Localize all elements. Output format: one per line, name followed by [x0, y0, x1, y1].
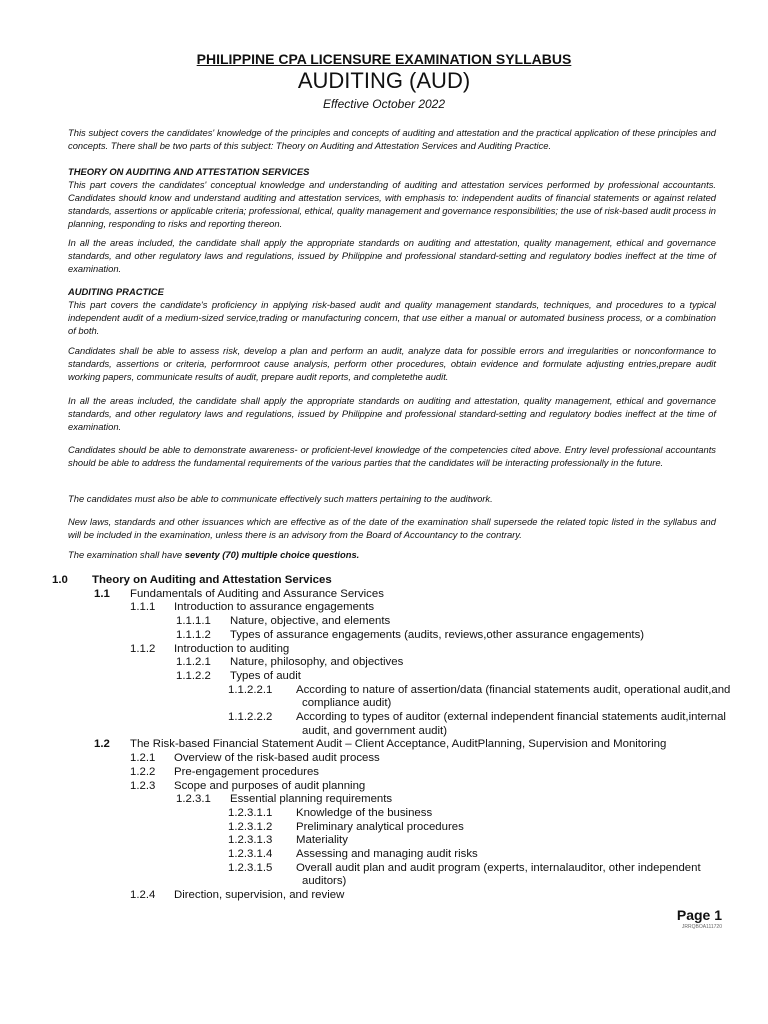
- outline-item-number: 1.2: [94, 738, 110, 751]
- practice-paragraph-5: The candidates must also be able to communicate effectively such matters pertaining to the auditwork.: [68, 493, 493, 504]
- practice-paragraph-6: New laws, standards and other issuances which are effective as of the date of the examination shall supersede the related topic listed in the syllabus and will be included in the examination, unless there is an advisory from the Board of Accountancy to the contrary.: [68, 516, 716, 540]
- document-code: JRRQBOA111720: [681, 924, 722, 930]
- practice-paragraph-2: Candidates shall be able to assess risk, develop a plan and perform an audit, analyze data for possible errors and irregularities or nonconformance to standards, assertions or criteria, performroot cause analysis, perform other procedures, obtain evidence and formulate adjusting entries,prepare audit working papers, communicate results of audit, prepare audit reports, and completethe audit.: [68, 345, 716, 382]
- outline-item-text: The Risk-based Financial Statement Audit – Client Acceptance, AuditPlanning, Supervision and Monitoring: [130, 738, 667, 751]
- practice-section: [68, 285, 716, 337]
- effective-date: Effective October 2022: [322, 97, 446, 111]
- outline-item-text: Materiality: [296, 834, 348, 847]
- outline-item-text: According to nature of assertion/data (financial statements audit, operational audit,and: [296, 683, 731, 696]
- outline-item-text: Nature, objective, and elements: [230, 615, 391, 628]
- outline-item-number: 1.1.1.1: [176, 615, 211, 628]
- outline-item-text: Introduction to assurance engagements: [174, 601, 375, 614]
- outline-item-number: 1.2.3.1.1: [228, 806, 273, 819]
- outline-item-number: 1.2.3.1.2: [228, 820, 273, 833]
- outline-item-text: Types of assurance engagements (audits, reviews,other assurance engagements): [230, 628, 645, 641]
- question-count: seventy (70) multiple choice questions.: [184, 549, 360, 560]
- outline-item-text: Scope and purposes of audit planning: [174, 779, 366, 792]
- outline-item-text: Overall audit plan and audit program (experts, internalauditor, other independent: [296, 861, 701, 874]
- outline-item-number: 1.1.1.2: [176, 628, 211, 641]
- practice-heading: AUDITING PRACTICE: [68, 286, 164, 297]
- outline-item-continuation: audit, and government audit): [302, 724, 448, 737]
- practice-paragraph-1: This part covers the candidate's proficiency in applying risk-based audit and quality management standards, techniques, and procedures to a typical independent audit of a medium-sized service,trading or manufacturing concern, that use either a manual or automated business process, or a combination of both.: [68, 299, 716, 336]
- outline-item-number: 1.1.2.2.1: [228, 683, 273, 696]
- practice-paragraph-6-block: [68, 515, 716, 541]
- outline-item-number: 1.1: [94, 587, 110, 600]
- outline-item-number: 1.2.2: [130, 765, 156, 778]
- outline-item-continuation: auditors): [302, 875, 347, 888]
- outline-item-text: Theory on Auditing and Attestation Services: [92, 574, 332, 586]
- outline-item-text: Assessing and managing audit risks: [296, 848, 478, 860]
- theory-paragraph-1: This part covers the candidates' conceptual knowledge and understanding of auditing and attestation services performed by professional accountants. Candidates should know and understand auditing and attestation services, with emphasis to: independent audits of financial statements or against related standards, assertions or applicable criteria; professional, ethical, quality management and governance responsibilities; the use of risk-based audit process in planning, responding to risks and reporting thereon.: [68, 179, 716, 229]
- outline-item-text: Types of audit: [230, 669, 301, 682]
- practice-paragraph-4: Candidates should be able to demonstrate awareness- or proficient-level knowledge of the competencies cited above. Entry level professional accountants should be able to address the fundamental requirements of the various parties that the candidates will be interacting professionally in the future.: [68, 444, 716, 468]
- outline-item-text: Knowledge of the business: [296, 806, 433, 819]
- theory-section: [68, 165, 716, 230]
- practice-paragraph-3-block: [68, 394, 716, 433]
- practice-paragraph-5-block: [68, 492, 716, 505]
- outline-item-text: Direction, supervision, and review: [174, 889, 345, 902]
- theory-heading: THEORY ON AUDITING AND ATTESTATION SERVICES: [68, 166, 310, 177]
- practice-paragraph-4-block: [68, 443, 716, 469]
- outline-item-number: 1.2.3.1.4: [228, 848, 273, 860]
- outline-item-text: Introduction to auditing: [174, 642, 290, 655]
- outline-item-number: 1.2.4: [130, 889, 156, 902]
- outline-item-number: 1.2.3.1.3: [228, 834, 273, 847]
- outline-item-number: 1.2.1: [130, 752, 156, 765]
- outline-item-text: Fundamentals of Auditing and Assurance Services: [130, 587, 384, 600]
- outline-item-number: 1.2.3.1.5: [228, 861, 273, 874]
- theory-paragraph-2-block: [68, 236, 716, 275]
- subject-title: AUDITING (AUD): [297, 68, 471, 93]
- outline-item-text: Essential planning requirements: [230, 793, 393, 806]
- document-title: PHILIPPINE CPA LICENSURE EXAMINATION SYLLABUS: [196, 51, 572, 67]
- practice-paragraph-3: In all the areas included, the candidate shall apply the appropriate standards on auditing and attestation, quality management, ethical and governance standards, and other regulatory laws and regulations, issued by Philippine and professional standard-setting and regulatory bodies ineffect at the time of examination.: [68, 395, 716, 432]
- outline-item-text: Overview of the risk-based audit process: [174, 752, 380, 765]
- outline-item-number: 1.2.3.1: [176, 793, 211, 806]
- outline-item-number: 1.1.1: [130, 601, 156, 614]
- outline-item-number: 1.1.2.1: [176, 656, 211, 669]
- theory-paragraph-2: In all the areas included, the candidate shall apply the appropriate standards on auditing and attestation, quality management, ethical and governance standards, and other regulatory laws and regulations, issued by Philippine and professional standard-setting and regulatory bodies ineffect at the time of examination.: [68, 237, 716, 274]
- page-number: Page 1: [676, 907, 722, 923]
- outline-item-continuation: compliance audit): [302, 697, 392, 710]
- outline-item-number: 1.1.2.2.2: [228, 711, 273, 723]
- outline-item-number: 1.1.2.2: [176, 669, 211, 682]
- exam-statement: The examination shall have seventy (70) multiple choice questions.: [68, 549, 360, 560]
- outline-item-number: 1.1.2: [130, 642, 156, 655]
- outline-item-text: According to types of auditor (external independent financial statements audit,internal: [296, 711, 726, 723]
- intro-paragraph: This subject covers the candidates' knowledge of the principles and concepts of auditing and attestation and the practical application of these principles and concepts. There shall be two parts of this subject: Theory on Auditing and Attestation Services and Auditing Practice.: [68, 127, 716, 151]
- outline-item-number: 1.0: [52, 574, 68, 586]
- practice-paragraph-2-block: [68, 344, 716, 383]
- outline-item-text: Nature, philosophy, and objectives: [230, 656, 404, 669]
- outline-item-number: 1.2.3: [130, 779, 156, 792]
- outline-item-text: Pre-engagement procedures: [174, 765, 320, 778]
- outline-item-text: Preliminary analytical procedures: [296, 820, 464, 833]
